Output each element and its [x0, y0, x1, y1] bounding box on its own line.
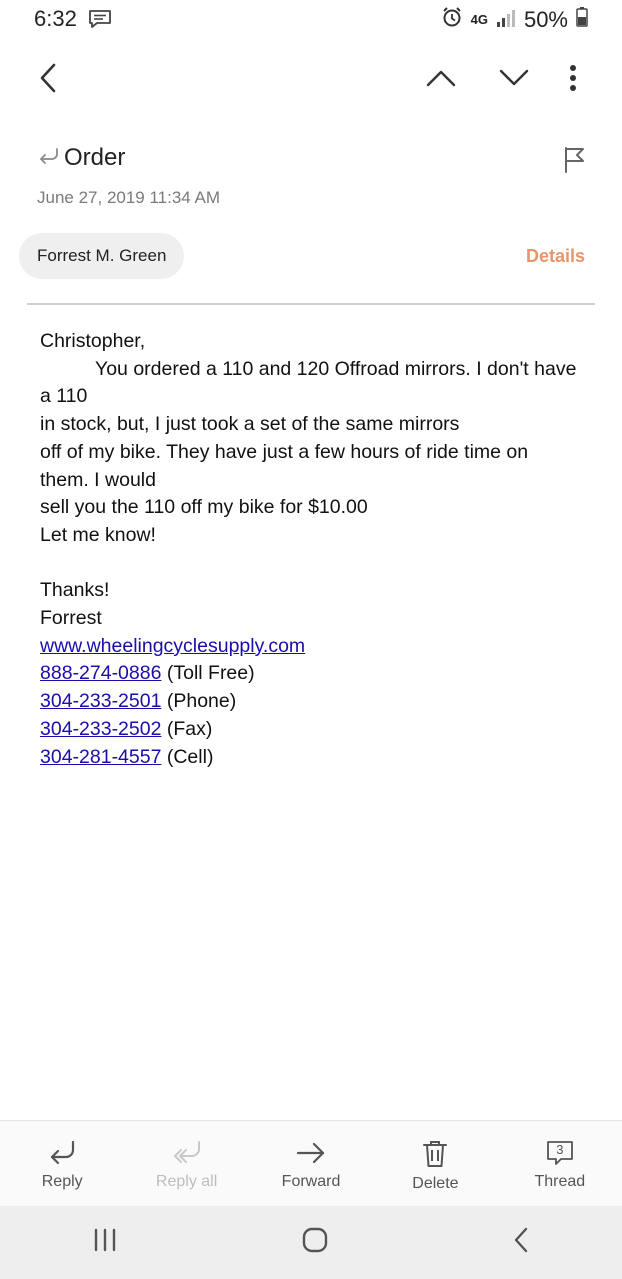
- status-time: 6:32: [34, 6, 77, 31]
- chevron-up-icon: [426, 69, 456, 87]
- message-notification-icon: [88, 9, 112, 34]
- forward-button[interactable]: [249, 1121, 373, 1207]
- previous-email-button[interactable]: [419, 56, 463, 100]
- body-line: Let me know!: [40, 523, 156, 546]
- phone-link-cell[interactable]: 304-281-4557: [40, 745, 162, 768]
- recent-apps-icon: [92, 1228, 118, 1252]
- thread-count: 3: [556, 1142, 564, 1157]
- phone-link-fax[interactable]: 304-233-2502: [40, 717, 162, 740]
- phone-line-toll-free: [40, 660, 600, 688]
- body-line: You ordered a 110 and 120 Offroad mirrors. I don't have: [95, 357, 577, 380]
- alarm-icon: [441, 6, 463, 34]
- phone-label: (Toll Free): [161, 662, 255, 685]
- forward-label: Forward: [281, 1173, 341, 1190]
- body-greeting: Christopher,: [40, 330, 146, 352]
- back-chevron-icon: [512, 1226, 530, 1254]
- chevron-left-icon: [38, 63, 58, 93]
- body-thanks: Thanks!: [40, 579, 110, 602]
- thread-icon: [545, 1139, 575, 1167]
- delete-button[interactable]: [373, 1121, 497, 1207]
- reply-icon: [47, 1139, 77, 1167]
- status-right-group: [441, 6, 588, 34]
- phone-link-phone[interactable]: 304-233-2501: [40, 690, 162, 713]
- subject-row: [36, 144, 125, 172]
- recent-apps-button[interactable]: [92, 1228, 118, 1257]
- phone-line-phone: [40, 688, 600, 716]
- reply-button[interactable]: [0, 1121, 124, 1207]
- body-line: off of my bike. They have just a few hours of ride time on: [40, 440, 529, 463]
- delete-label: Delete: [412, 1175, 459, 1192]
- home-icon: [301, 1226, 329, 1254]
- body-line: sell you the 110 off my bike for $10.00: [40, 496, 368, 519]
- body-line: a 110: [40, 385, 88, 408]
- phone-label: (Phone): [161, 690, 237, 713]
- sender-chip[interactable]: Forrest M. Green: [19, 233, 184, 279]
- system-nav-bar: [0, 1206, 622, 1279]
- phone-label: (Cell): [161, 745, 214, 768]
- flag-button[interactable]: [556, 142, 592, 178]
- chevron-down-icon: [499, 69, 529, 87]
- more-vertical-icon: [569, 64, 577, 92]
- reply-all-label: Reply all: [155, 1173, 218, 1190]
- phone-link-toll-free[interactable]: 888-274-0886: [40, 662, 162, 685]
- email-toolbar: [0, 46, 622, 110]
- details-link[interactable]: Details: [525, 246, 585, 266]
- website-link[interactable]: www.wheelingcyclesupply.com: [40, 634, 306, 657]
- email-subject: Order: [64, 144, 126, 171]
- body-blank-line: [40, 550, 600, 578]
- thread-label: Thread: [534, 1173, 586, 1190]
- replied-icon: [36, 146, 60, 171]
- reply-label: Reply: [41, 1173, 83, 1190]
- next-email-button[interactable]: [492, 56, 536, 100]
- bottom-action-bar: [0, 1120, 622, 1207]
- body-line: in stock, but, I just took a set of the same mirrors: [40, 413, 460, 436]
- network-type: 4G: [470, 12, 488, 27]
- home-button[interactable]: [301, 1226, 329, 1259]
- thread-button[interactable]: [498, 1121, 622, 1207]
- battery-icon: [576, 7, 588, 33]
- reply-all-icon: [171, 1139, 203, 1167]
- header-divider: [27, 303, 595, 305]
- reply-all-button[interactable]: [124, 1121, 248, 1207]
- trash-icon: [421, 1139, 449, 1169]
- more-options-button[interactable]: [551, 56, 595, 100]
- email-date: June 27, 2019 11:34 AM: [37, 188, 221, 207]
- email-body: [40, 328, 600, 771]
- phone-line-fax: [40, 716, 600, 744]
- system-back-button[interactable]: [512, 1226, 530, 1259]
- forward-arrow-icon: [295, 1139, 327, 1167]
- flag-icon: [562, 146, 586, 174]
- battery-percent: 50%: [523, 7, 568, 32]
- status-bar: [0, 0, 622, 40]
- phone-line-cell: [40, 744, 600, 772]
- phone-label: (Fax): [161, 717, 213, 740]
- body-signature: Forrest: [40, 607, 102, 630]
- signal-icon: [496, 7, 516, 33]
- back-button[interactable]: [26, 56, 70, 100]
- body-line: them. I would: [40, 468, 156, 491]
